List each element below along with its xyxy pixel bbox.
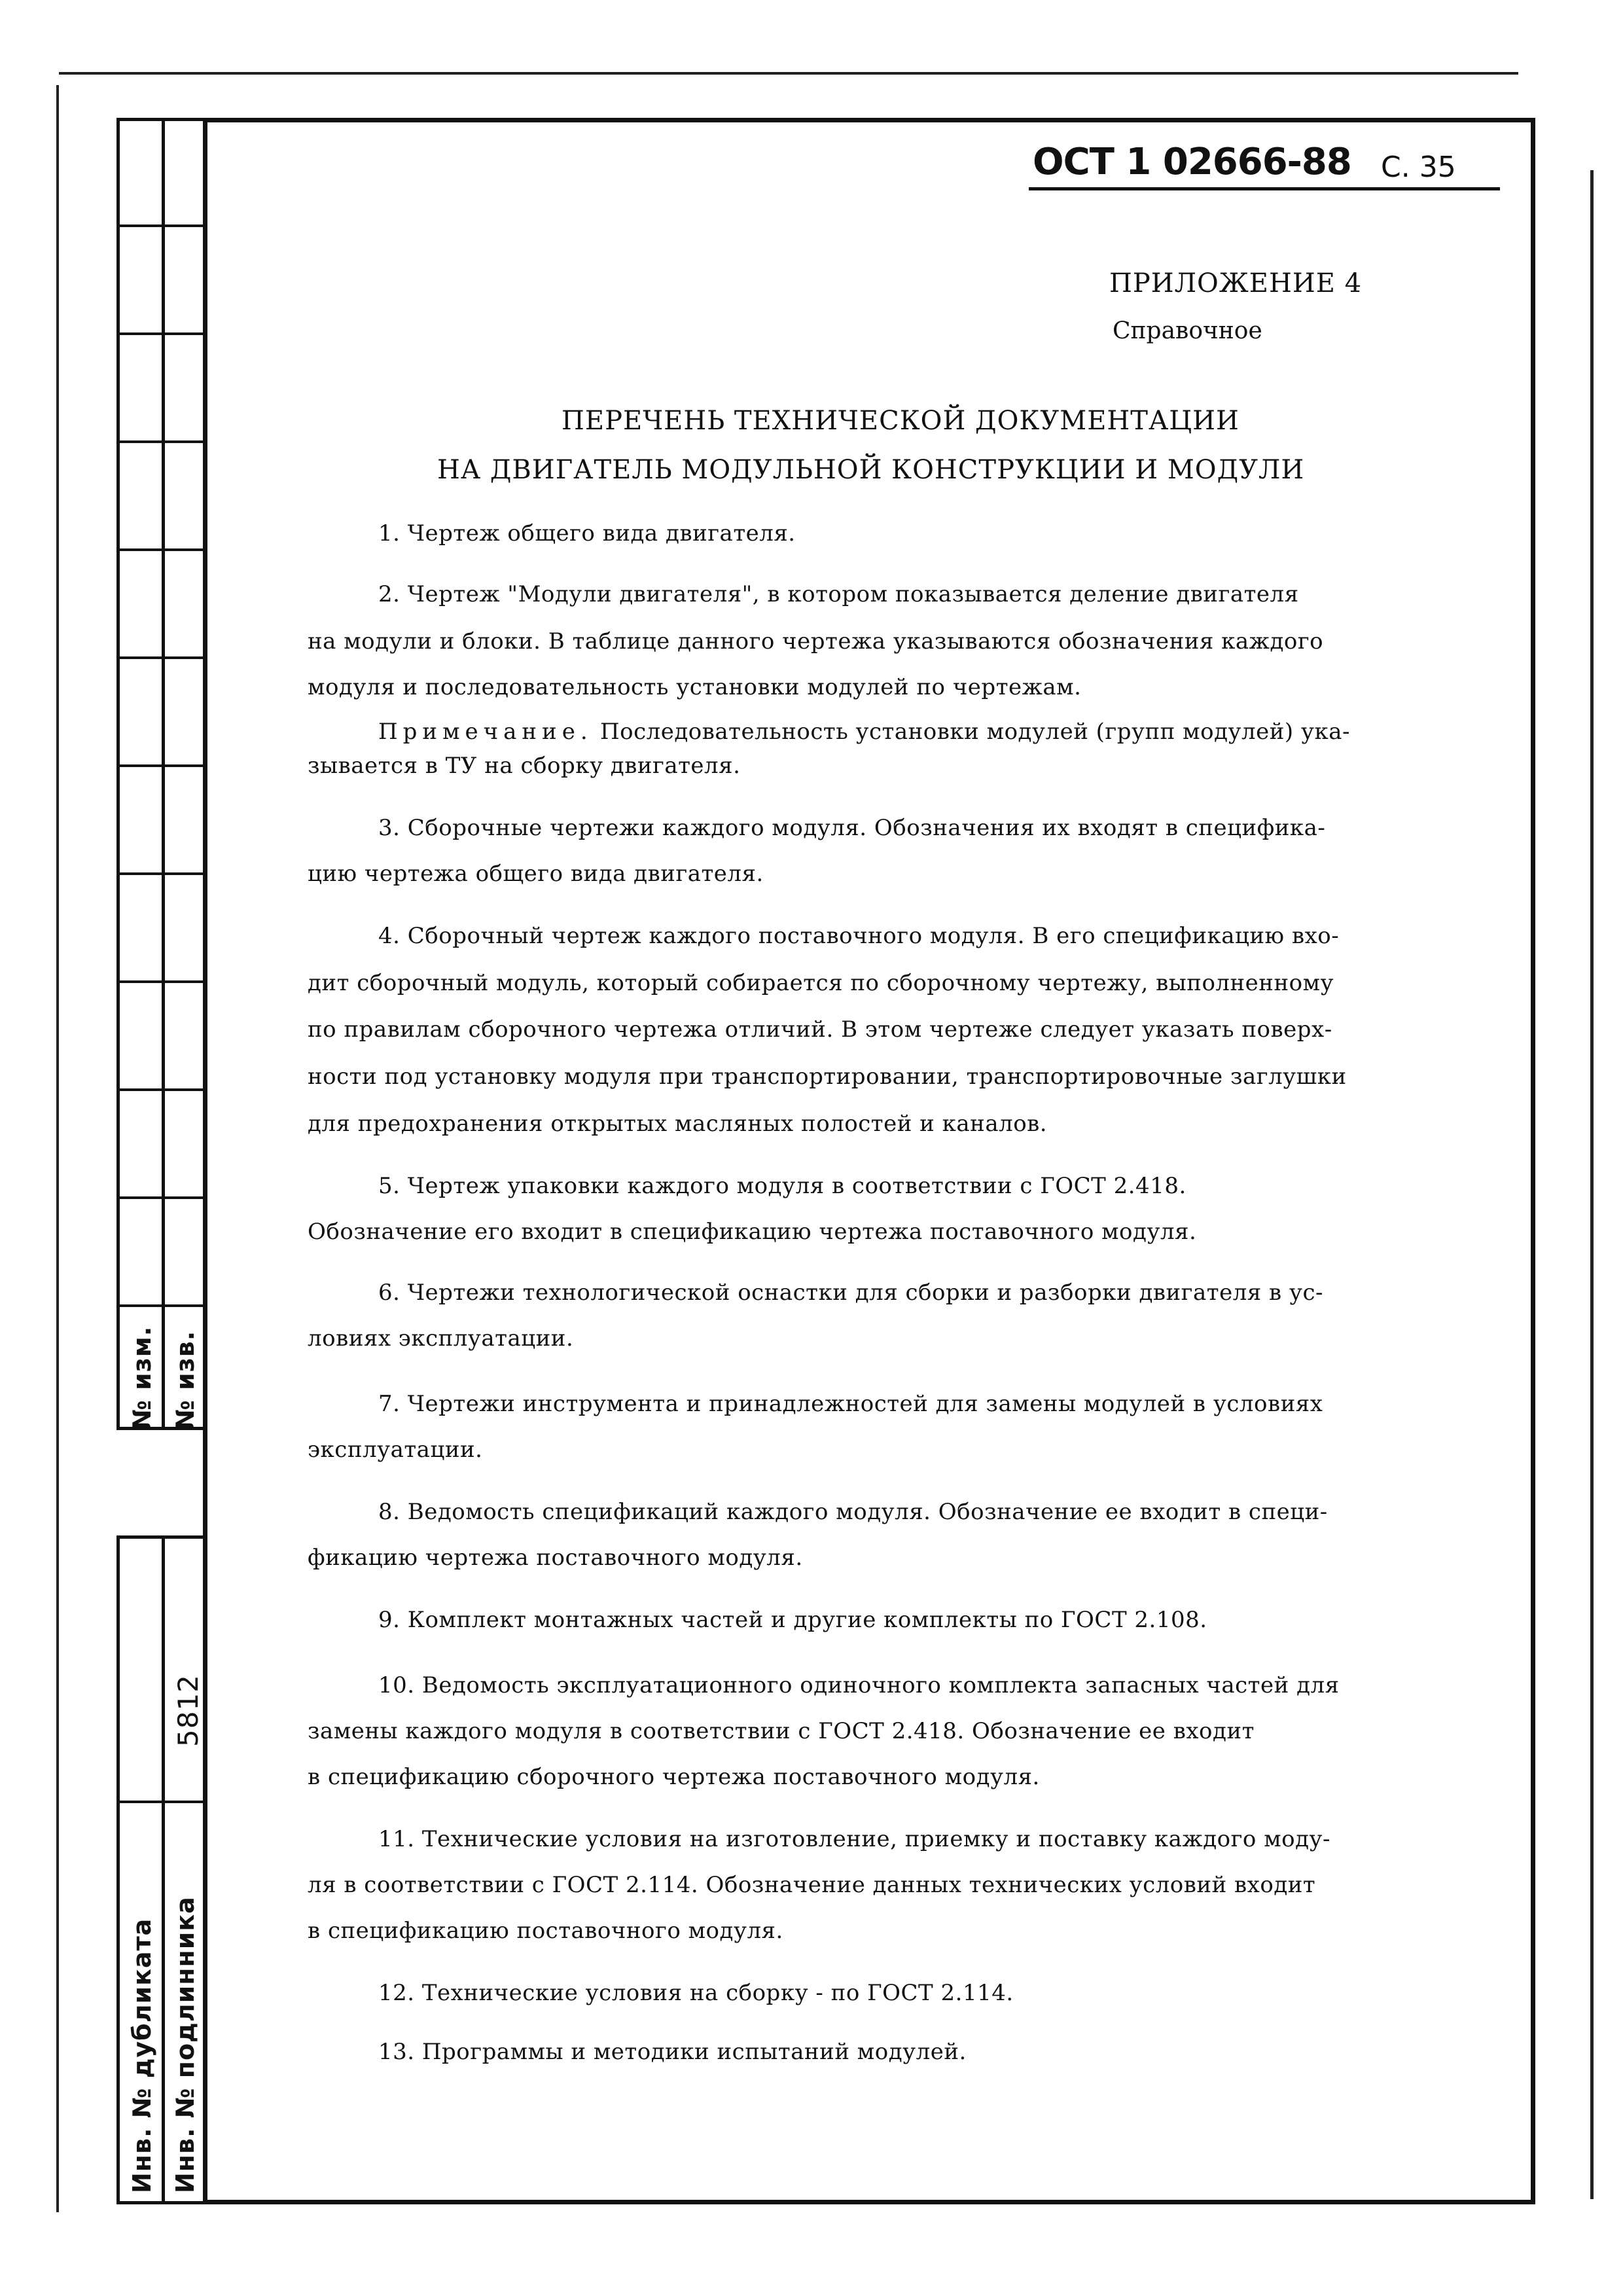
item-2-line-1: 2. Чертеж "Модули двигателя", в котором показывается деление двигателя xyxy=(378,581,1299,607)
item-10-line-1: 10. Ведомость эксплуатационного одиночного комплекта запасных частей для xyxy=(378,1672,1340,1698)
top-edge-line xyxy=(59,72,1518,75)
left-edge-line xyxy=(56,85,59,2212)
note-label: Примечание. xyxy=(378,719,593,745)
note-line-2: зывается в ТУ на сборку двигателя. xyxy=(308,753,741,779)
page-number: С. 35 xyxy=(1381,151,1456,184)
item-4-line-4: ности под установку модуля при транспортировании, транспортировочные заглушки xyxy=(308,1064,1347,1090)
change-number-label: № изм. xyxy=(128,1325,156,1430)
document-code: ОСТ 1 02666-88 xyxy=(1033,141,1351,183)
item-1: 1. Чертеж общего вида двигателя. xyxy=(378,520,796,547)
inventory-strip xyxy=(116,1535,207,2204)
item-9: 9. Комплект монтажных частей и другие комплекты по ГОСТ 2.108. xyxy=(378,1607,1207,1633)
title-line-1: ПЕРЕЧЕНЬ ТЕХНИЧЕСКОЙ ДОКУМЕНТАЦИИ xyxy=(562,406,1240,436)
right-edge-line xyxy=(1590,170,1594,2199)
item-4-line-2: дит сборочный модуль, который собирается по сборочному чертежу, выполненному xyxy=(308,970,1334,996)
item-5-line-2: Обозначение его входит в спецификацию чертежа поставочного модуля. xyxy=(308,1219,1197,1245)
item-3-line-1: 3. Сборочные чертежи каждого модуля. Обозначения их входят в специфика- xyxy=(378,815,1326,841)
item-5-line-1: 5. Чертеж упаковки каждого модуля в соответствии с ГОСТ 2.418. xyxy=(378,1173,1186,1199)
item-8-line-2: фикацию чертежа поставочного модуля. xyxy=(308,1545,803,1571)
item-3-line-2: цию чертежа общего вида двигателя. xyxy=(308,861,764,887)
item-7-line-2: эксплуатации. xyxy=(308,1437,483,1463)
item-11-line-2: ля в соответствии с ГОСТ 2.114. Обозначение данных технических условий входит xyxy=(308,1872,1316,1898)
item-12: 12. Технические условия на сборку - по ГОСТ 2.114. xyxy=(378,1980,1014,2006)
item-4-line-1: 4. Сборочный чертеж каждого поставочного модуля. В его спецификацию вхо- xyxy=(378,923,1340,949)
item-8-line-1: 8. Ведомость спецификаций каждого модуля. Обозначение ее входит в специ- xyxy=(378,1499,1328,1525)
item-11-line-3: в спецификацию поставочного модуля. xyxy=(308,1918,783,1944)
item-11-line-1: 11. Технические условия на изготовление, приемку и поставку каждого моду- xyxy=(378,1826,1331,1852)
appendix-label: ПРИЛОЖЕНИЕ 4 xyxy=(1109,268,1363,298)
duplicate-inventory-label: Инв. № дубликата xyxy=(128,1918,156,2193)
item-4-line-3: по правилам сборочного чертежа отличий. В этом чертеже следует указать поверх- xyxy=(308,1016,1332,1043)
title-line-2: НА ДВИГАТЕЛЬ МОДУЛЬНОЙ КОНСТРУКЦИИ И МОДУЛИ xyxy=(437,455,1305,485)
notice-number-label: № изв. xyxy=(171,1330,200,1430)
item-6-line-1: 6. Чертежи технологической оснастки для сборки и разборки двигателя в ус- xyxy=(378,1280,1324,1306)
original-inventory-label: Инв. № подлинника xyxy=(171,1896,200,2193)
header-underline xyxy=(1029,187,1500,190)
revision-strip xyxy=(116,118,207,1430)
item-2-line-2: на модули и блоки. В таблице данного чертежа указываются обозначения каждого xyxy=(308,628,1324,655)
appendix-type: Справочное xyxy=(1113,317,1262,344)
item-13: 13. Программы и методики испытаний модулей. xyxy=(378,2039,967,2065)
original-inventory-number: 5812 xyxy=(172,1674,204,1747)
item-4-line-5: для предохранения открытых масляных полостей и каналов. xyxy=(308,1111,1048,1137)
item-6-line-2: ловиях эксплуатации. xyxy=(308,1325,574,1352)
item-10-line-3: в спецификацию сборочного чертежа поставочного модуля. xyxy=(308,1764,1040,1790)
item-7-line-1: 7. Чертежи инструмента и принадлежностей для замены модулей в условиях xyxy=(378,1391,1323,1417)
note-text: Последовательность установки модулей (групп модулей) ука- xyxy=(599,719,1350,745)
item-2-line-3: модуля и последовательность установки модулей по чертежам. xyxy=(308,674,1082,700)
item-10-line-2: замены каждого модуля в соответствии с ГОСТ 2.418. Обозначение ее входит xyxy=(308,1718,1255,1744)
note-line-1 xyxy=(378,719,1350,745)
